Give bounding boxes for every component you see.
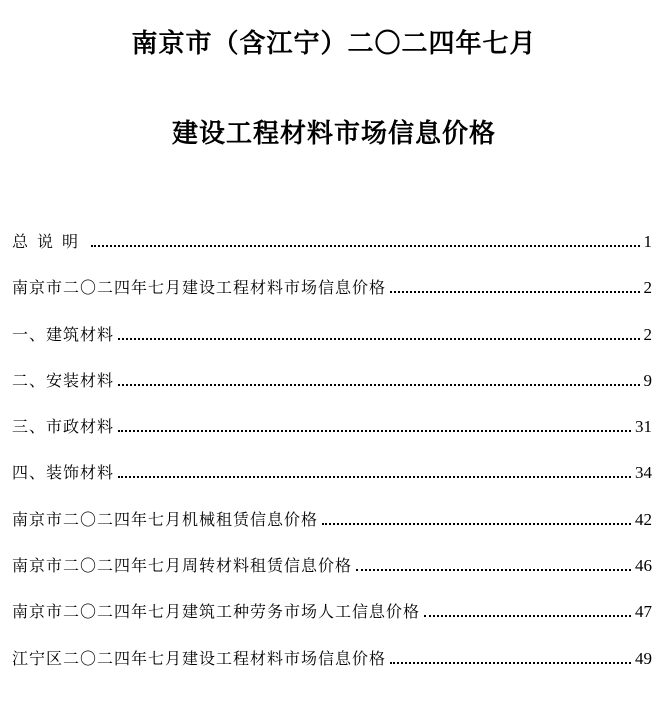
toc-entry-label: 南京市二〇二四年七月周转材料租赁信息价格: [12, 556, 353, 576]
toc-dot-leader: [424, 615, 631, 617]
toc-entry-page-number: 2: [643, 324, 652, 344]
toc-entry-page-number: 49: [635, 648, 652, 668]
toc-entry-nanjing-materials[interactable]: [12, 276, 652, 299]
toc-entry-page-number: 34: [635, 463, 652, 483]
toc-entry-label: 三、市政材料: [12, 417, 115, 437]
toc-entry-building-materials[interactable]: [12, 323, 652, 346]
toc-entry-page-number: 47: [635, 602, 652, 622]
toc-dot-leader: [91, 245, 639, 247]
toc-entry-label: 南京市二〇二四年七月建筑工种劳务市场人工信息价格: [12, 602, 421, 622]
toc-entry-page-number: 31: [635, 417, 652, 437]
toc-entry-page-number: 9: [643, 370, 652, 390]
toc-entry-formwork-rental[interactable]: [12, 554, 652, 577]
toc-dot-leader: [118, 384, 639, 386]
toc-dot-leader: [356, 569, 631, 571]
toc-entry-municipal-materials[interactable]: [12, 415, 652, 438]
toc-dot-leader: [118, 476, 631, 478]
toc-entry-label: 四、装饰材料: [12, 463, 115, 483]
toc-entry-label: 总说明: [12, 232, 88, 251]
toc-dot-leader: [118, 430, 631, 432]
toc-dot-leader: [390, 291, 639, 293]
toc-entry-label: 南京市二〇二四年七月建设工程材料市场信息价格: [12, 278, 387, 298]
toc-entry-labor-prices[interactable]: [12, 600, 652, 623]
toc-entry-page-number: 2: [643, 278, 652, 298]
toc-entry-page-number: 46: [635, 556, 652, 576]
toc-dot-leader: [390, 662, 631, 664]
toc-entry-jiangning-materials[interactable]: [12, 647, 652, 670]
toc-entry-general-notes[interactable]: [12, 230, 652, 253]
toc-entry-label: 二、安装材料: [12, 370, 115, 390]
toc-entry-label: 南京市二〇二四年七月机械租赁信息价格: [12, 509, 319, 529]
toc-entry-page-number: 1: [643, 232, 652, 251]
toc-entry-page-number: 42: [635, 509, 652, 529]
toc-entry-installation-materials[interactable]: [12, 369, 652, 392]
toc-dot-leader: [118, 338, 639, 340]
document-title-line-2: 建设工程材料市场信息价格: [171, 119, 496, 149]
table-of-contents: [12, 230, 652, 693]
document-title-line-1: 南京市（含江宁）二〇二四年七月: [131, 29, 537, 59]
toc-entry-decoration-materials[interactable]: [12, 461, 652, 484]
toc-entry-label: 一、建筑材料: [12, 324, 115, 344]
toc-entry-label: 江宁区二〇二四年七月建设工程材料市场信息价格: [12, 648, 387, 668]
toc-entry-machinery-rental[interactable]: [12, 508, 652, 531]
toc-dot-leader: [322, 523, 631, 525]
